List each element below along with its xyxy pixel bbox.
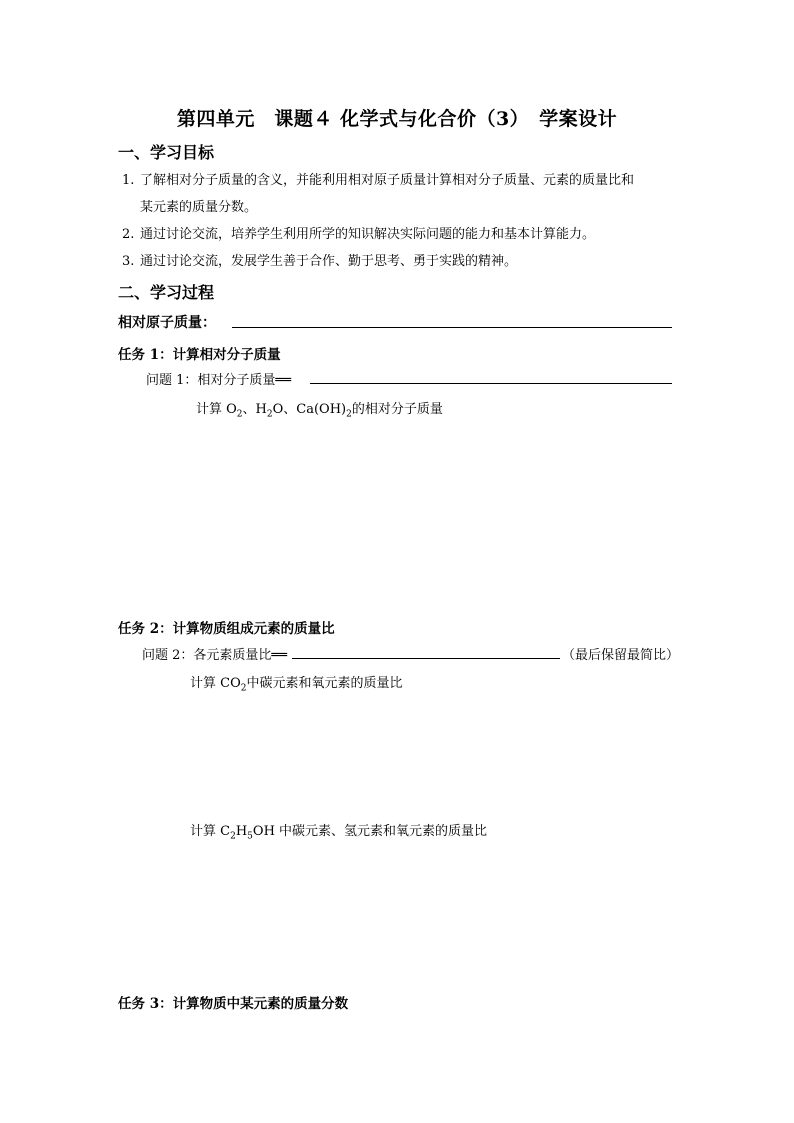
task-2-heading: 任务 2：计算物质组成元素的质量比 <box>118 621 335 637</box>
relative-atomic-mass-label: 相对原子质量： <box>118 315 216 331</box>
question-2-note: （最后保留最简比） <box>562 648 680 663</box>
task-1-calc-prompt: 计算 $O_2$、$H_2O$、$Ca(OH)_2$的相对分子质量 <box>196 402 443 420</box>
objective-1-number: 1. <box>122 173 135 188</box>
task-2-calc-prompt-1: 计算 $CO_2$中碳元素和氧元素的质量比 <box>190 676 403 694</box>
task-3-heading: 任务 3：计算物质中某元素的质量分数 <box>118 996 349 1012</box>
question-2-equals: ══ <box>271 648 288 663</box>
relative-atomic-mass-blank[interactable] <box>232 327 672 328</box>
task-1-heading: 任务 1：计算相对分子质量 <box>118 347 281 363</box>
question-2-label <box>142 644 287 663</box>
question-1-blank[interactable] <box>310 383 672 384</box>
section-heading-process: 二、学习过程 <box>118 283 215 302</box>
objective-1-line-2: 某元素的质量分数。 <box>140 200 258 215</box>
section-heading-objectives: 一、学习目标 <box>118 143 215 162</box>
objective-2-number: 2. <box>122 227 135 242</box>
objective-3-line-1: 通过讨论交流，发展学生善于合作、勤于思考、勇于实践的精神。 <box>140 254 518 269</box>
objective-1-line-1: 了解相对分子质量的含义，并能利用相对原子质量计算相对分子质量、元素的质量比和 <box>140 173 635 188</box>
question-2-text: 问题 2：各元素质量比 <box>142 648 272 663</box>
objective-3-number: 3. <box>122 254 135 269</box>
page-title: 第四单元 课题４ 化学式与化合价（3） 学案设计 <box>176 108 618 130</box>
objective-2-line-1: 通过讨论交流，培养学生利用所学的知识解决实际问题的能力和基本计算能力。 <box>140 227 596 242</box>
question-1-equals: ══ <box>275 373 292 388</box>
question-1-text: 问题 1：相对分子质量 <box>146 373 276 388</box>
question-2-blank[interactable] <box>292 658 560 659</box>
question-1-label <box>146 369 291 388</box>
task-2-calc-prompt-2: 计算 $C_2H_5OH$ 中碳元素、氢元素和氧元素的质量比 <box>190 824 488 842</box>
